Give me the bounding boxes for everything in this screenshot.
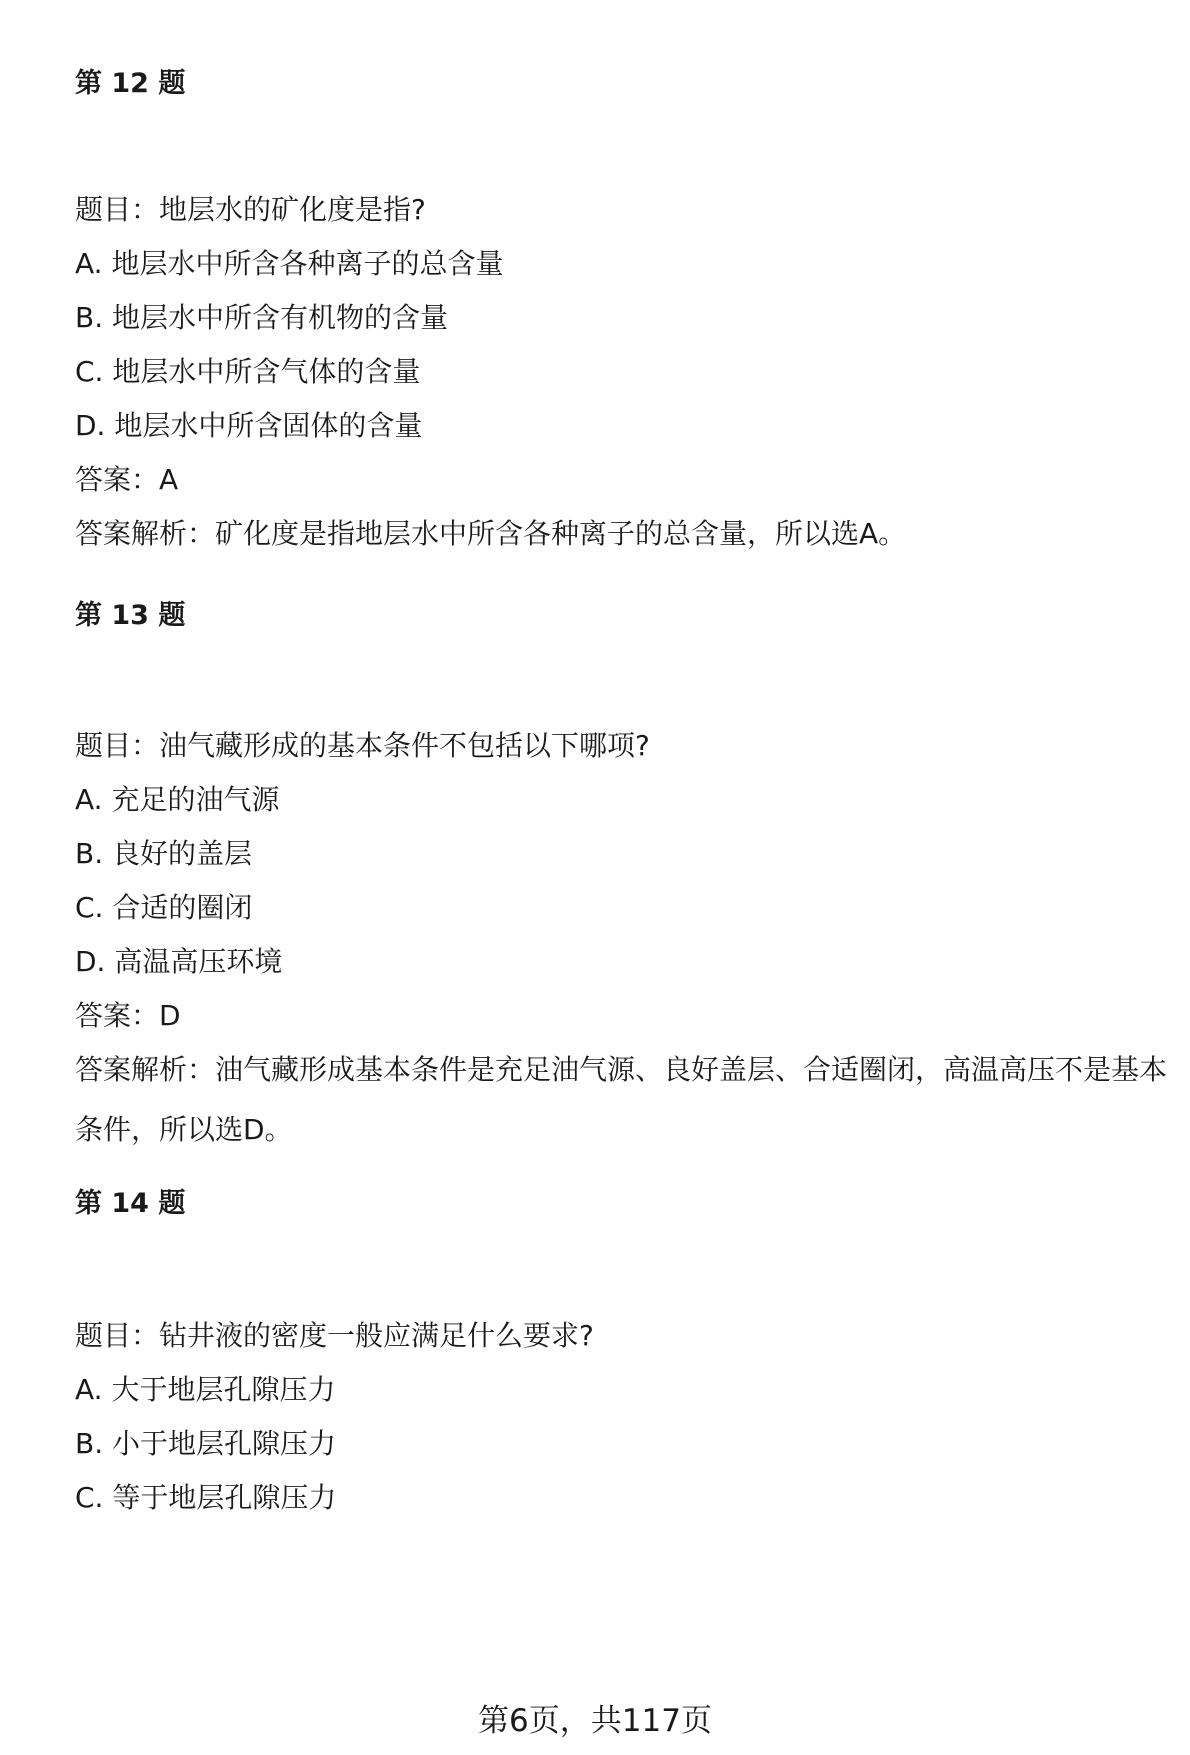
question-stem: 题目：钻井液的密度一般应满足什么要求? — [75, 1319, 594, 1352]
answer-explanation: 答案解析：油气藏形成基本条件是充足油气源、良好盖层、合适圈闭，高温高压不是基本条件，所以选D。 — [75, 1053, 1168, 1146]
option-a: A. 充足的油气源 — [75, 783, 280, 816]
option-c: C. 合适的圈闭 — [75, 891, 253, 924]
option-a: A. 地层水中所含各种离子的总含量 — [75, 247, 504, 280]
option-b: B. 地层水中所含有机物的含量 — [75, 301, 449, 334]
answer: 答案：A — [75, 463, 179, 496]
option-d: D. 高温高压环境 — [75, 945, 283, 978]
option-c: C. 地层水中所含气体的含量 — [75, 355, 421, 388]
question-heading: 第 13 题 — [75, 600, 186, 631]
answer: 答案：D — [75, 999, 181, 1032]
question-stem: 题目：地层水的矿化度是指? — [75, 193, 426, 226]
option-c: C. 等于地层孔隙压力 — [75, 1481, 337, 1514]
question-heading: 第 12 题 — [75, 68, 186, 99]
option-d: D. 地层水中所含固体的含量 — [75, 409, 423, 442]
page-number: 第6页，共117页 — [478, 1703, 712, 1739]
option-b: B. 小于地层孔隙压力 — [75, 1427, 337, 1460]
option-a: A. 大于地层孔隙压力 — [75, 1373, 336, 1406]
question-stem: 题目：油气藏形成的基本条件不包括以下哪项? — [75, 729, 650, 762]
option-b: B. 良好的盖层 — [75, 837, 253, 870]
question-heading: 第 14 题 — [75, 1188, 186, 1219]
answer-explanation: 答案解析：矿化度是指地层水中所含各种离子的总含量，所以选A。 — [75, 517, 907, 550]
